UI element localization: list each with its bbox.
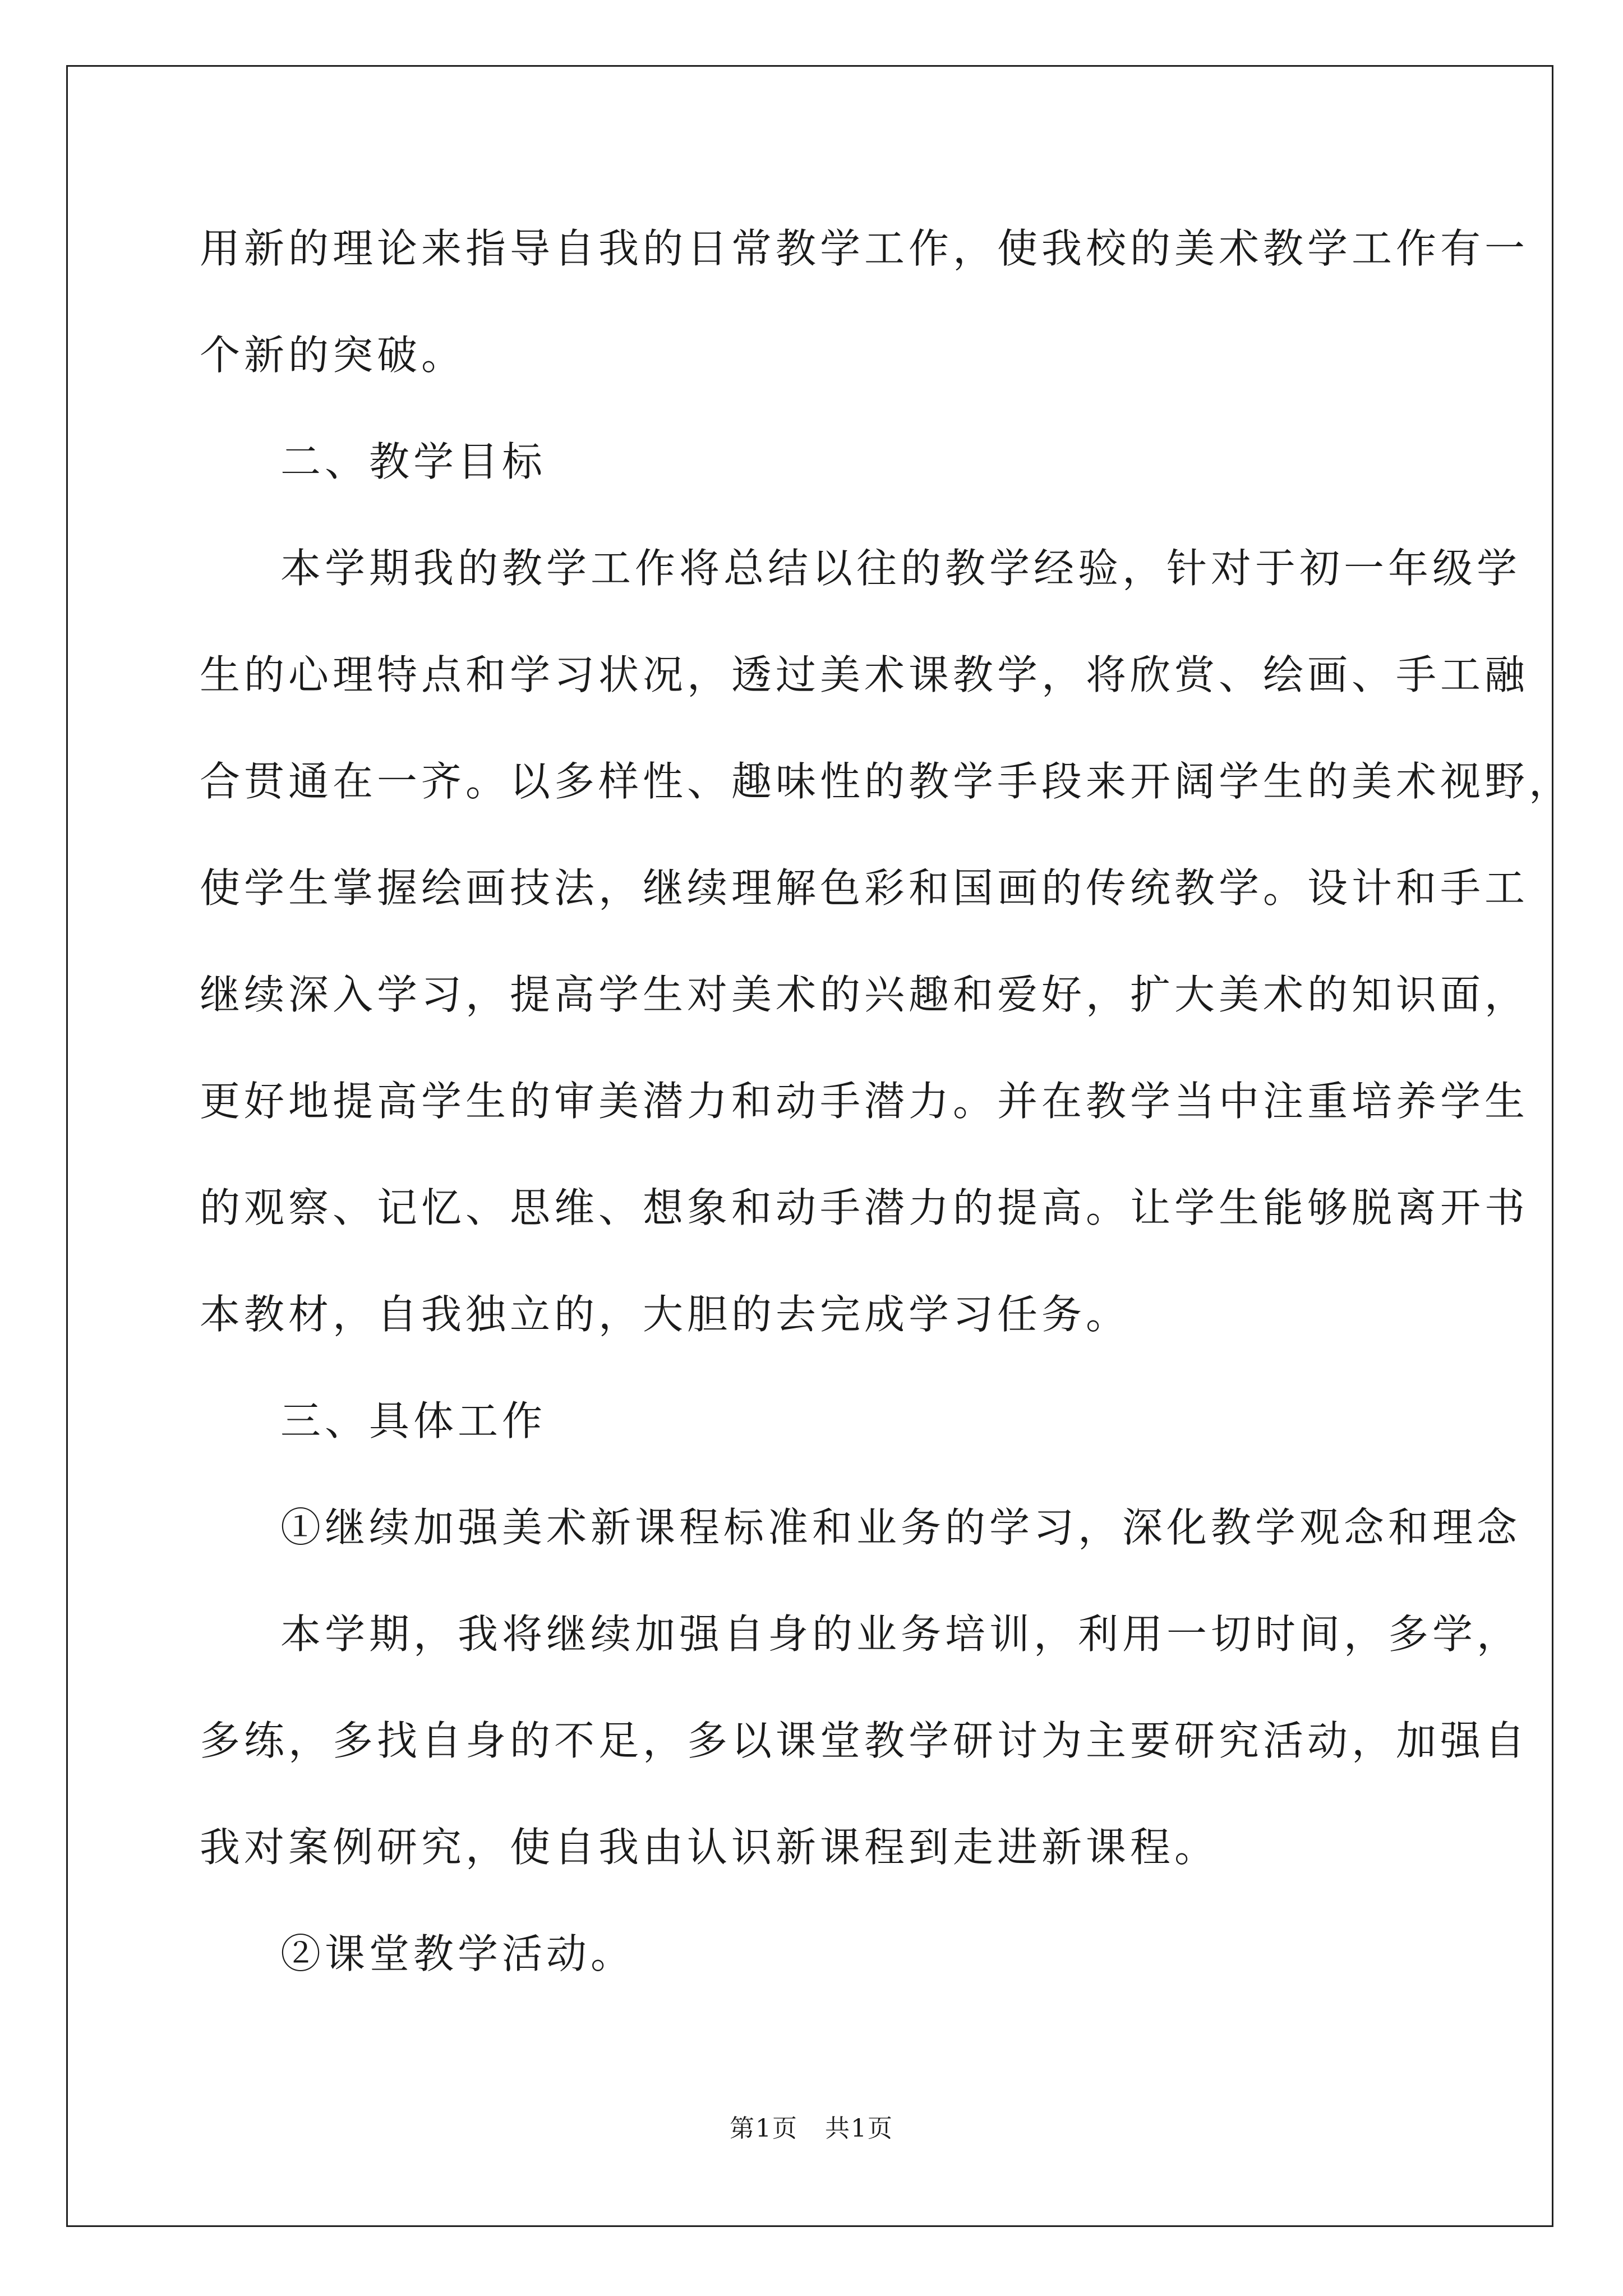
section-heading-specific-work: 三、具体工作 bbox=[280, 1397, 547, 1444]
text-line-8: 继续深入学习，提高学生对美术的兴趣和爱好，扩大美术的知识面， bbox=[200, 971, 1529, 1018]
text-line-13: ①继续加强美术新课程标准和业务的学习，深化教学观念和理念 bbox=[280, 1504, 1521, 1551]
text-line-6: 合贯通在一齐。以多样性、趣味性的教学手段来开阔学生的美术视野， bbox=[200, 758, 1574, 805]
text-line-11: 本教材，自我独立的，大胆的去完成学习任务。 bbox=[200, 1291, 1131, 1338]
page-footer: 第1页 共1页 bbox=[730, 2114, 893, 2143]
text-line-10: 的观察、记忆、思维、想象和动手潜力的提高。让学生能够脱离开书 bbox=[200, 1184, 1529, 1231]
section-heading-teaching-goals: 二、教学目标 bbox=[280, 438, 547, 485]
text-line-16: 我对案例研究，使自我由认识新课程到走进新课程。 bbox=[200, 1824, 1219, 1871]
text-line-4: 本学期我的教学工作将总结以往的教学经验，针对于初一年级学 bbox=[280, 545, 1521, 592]
text-line-14: 本学期，我将继续加强自身的业务培训，利用一切时间，多学， bbox=[280, 1611, 1521, 1658]
text-line-15: 多练，多找自身的不足，多以课堂教学研讨为主要研究活动，加强自 bbox=[200, 1717, 1529, 1764]
text-line-1: 用新的理论来指导自我的日常教学工作，使我校的美术教学工作有一 bbox=[200, 225, 1529, 272]
document-body bbox=[200, 220, 1574, 2032]
text-line-5: 生的心理特点和学习状况，透过美术课教学，将欣赏、绘画、手工融 bbox=[200, 651, 1529, 698]
text-line-9: 更好地提高学生的审美潜力和动手潜力。并在教学当中注重培养学生 bbox=[200, 1078, 1529, 1125]
text-line-7: 使学生掌握绘画技法，继续理解色彩和国画的传统教学。设计和手工 bbox=[200, 864, 1529, 912]
text-line-17: ②课堂教学活动。 bbox=[280, 1930, 635, 1977]
text-line-2: 个新的突破。 bbox=[200, 332, 466, 379]
